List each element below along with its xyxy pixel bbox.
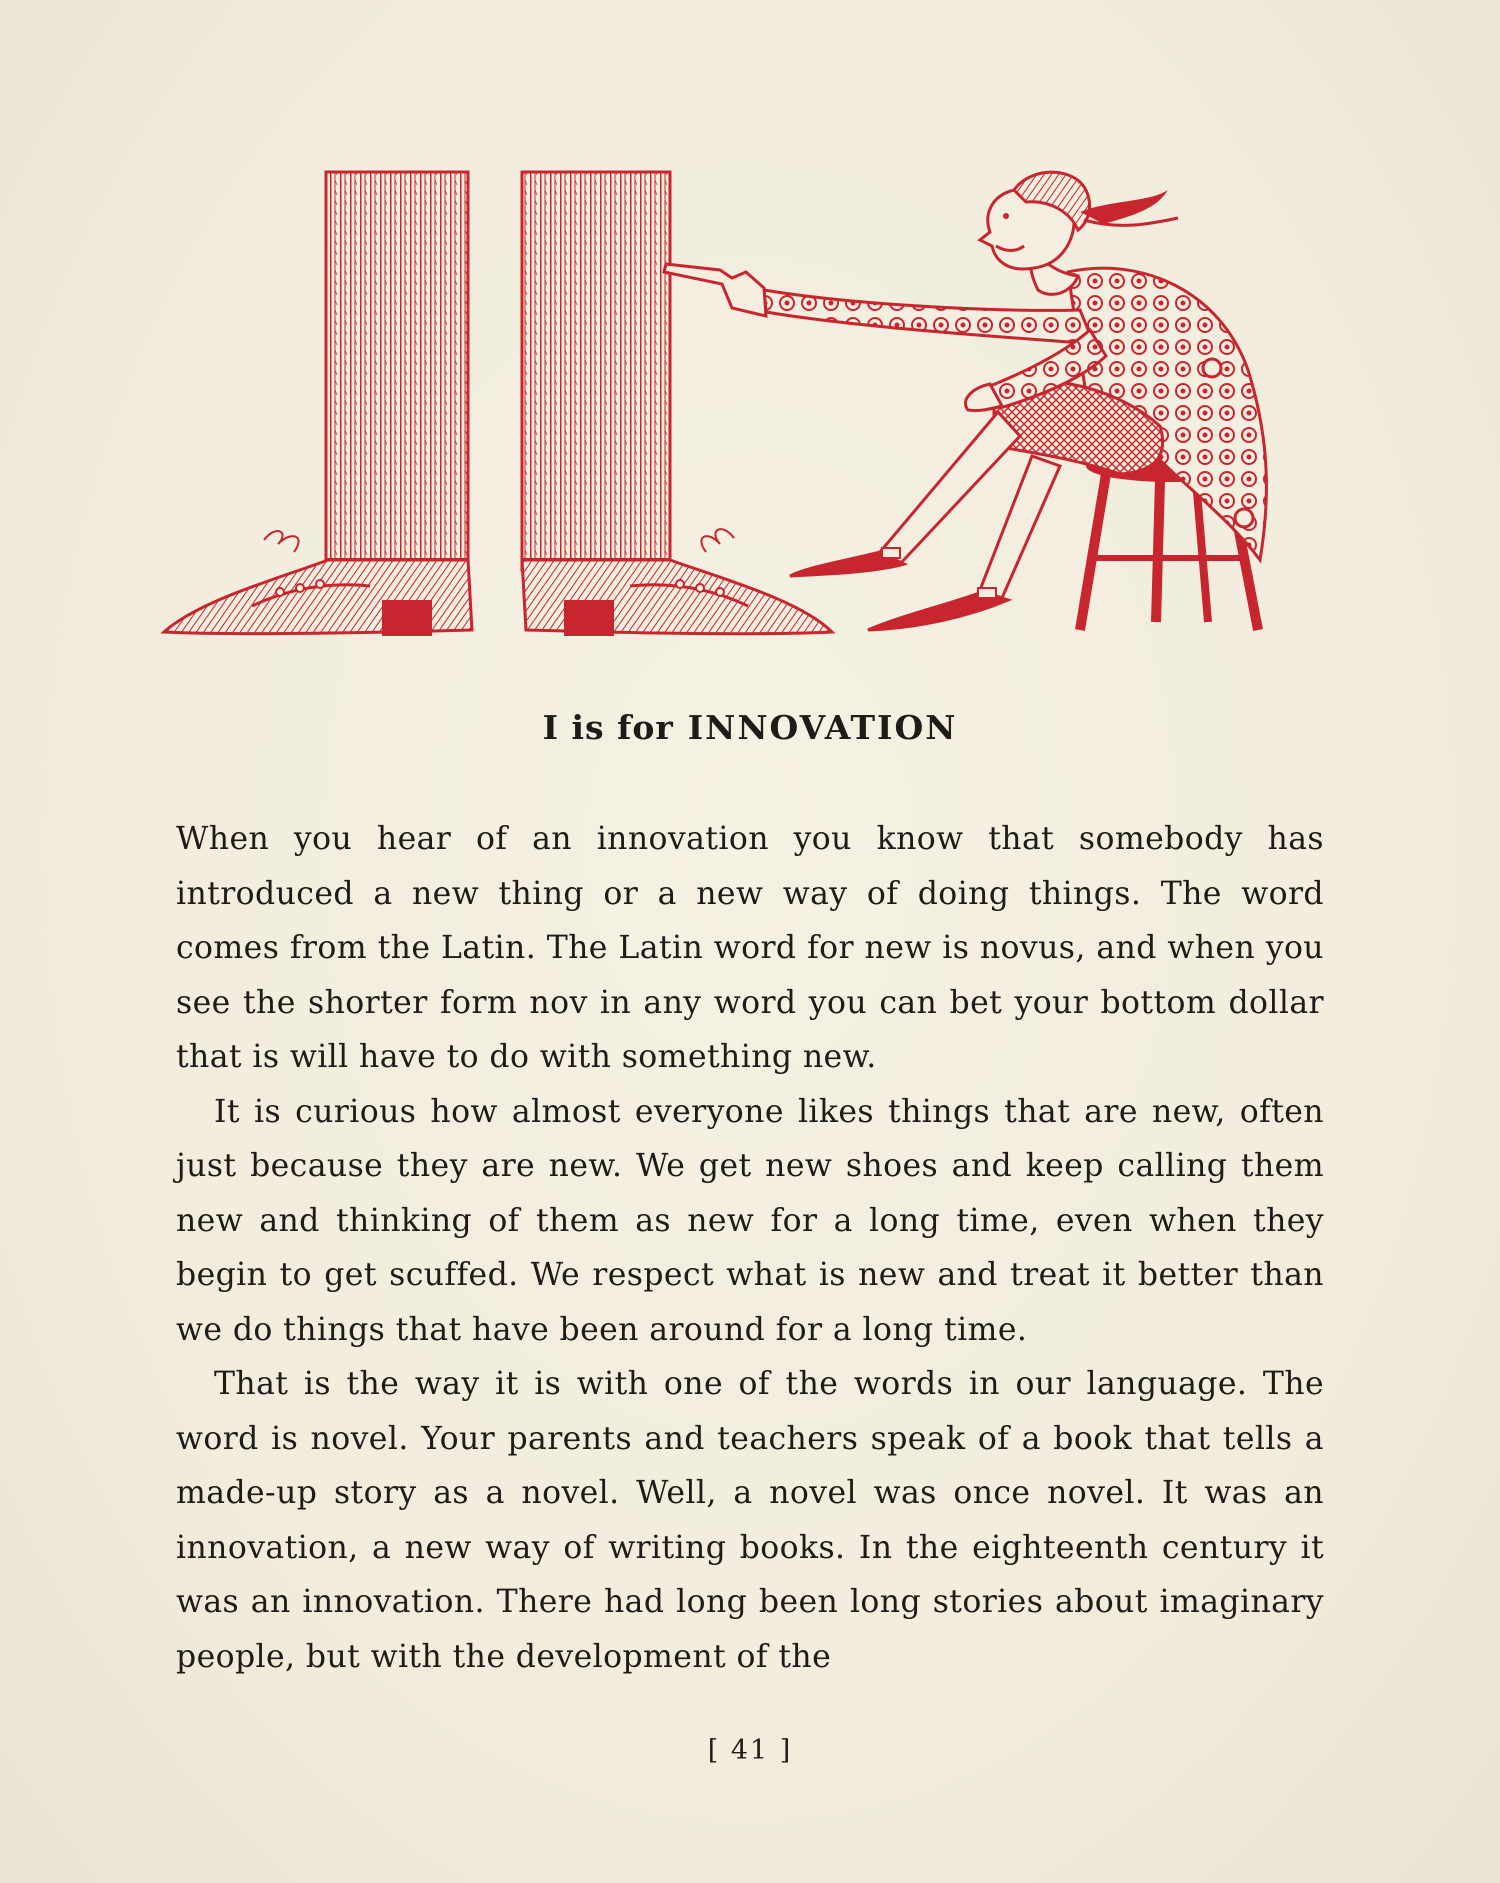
illustration <box>160 160 1340 640</box>
paragraph-3: That is the way it is with one of the words in our language. The word is novel. Your parents and teachers speak of a book that tells a made-up story as a novel. Well, a novel was once novel. It was an innovation, a new way of writing books. In the eighteenth century it was an innovation. There had long been long stories about imaginary people, but with the development of the <box>176 1366 1324 1675</box>
heading-word: INNOVATION <box>687 708 958 747</box>
paragraph-2: It is curious how almost everyone likes things that are new, often just because they are new. We get new shoes and keep calling them new and thinking of them as new for a long time, even when they begin to get scuffed. We respect what is new and treat it better than we do things that have been around for a long time. <box>176 1093 1324 1348</box>
left-trouser-leg <box>326 172 468 572</box>
body-text <box>176 812 1324 1684</box>
page-number: [ 41 ] <box>707 1735 793 1766</box>
heading-lead: I is for <box>542 708 674 747</box>
chapter-heading <box>0 708 1500 747</box>
right-trouser-leg <box>522 172 670 572</box>
pointing-man <box>664 172 1266 630</box>
paragraph-1: When you hear of an innovation you know that somebody has introduced a new thing or a new way of doing things. The word comes from the Latin. The Latin word for new is novus, and when you see the shorter form nov in any word you can bet your bottom dollar that is will have to do with something new. <box>176 821 1324 1075</box>
